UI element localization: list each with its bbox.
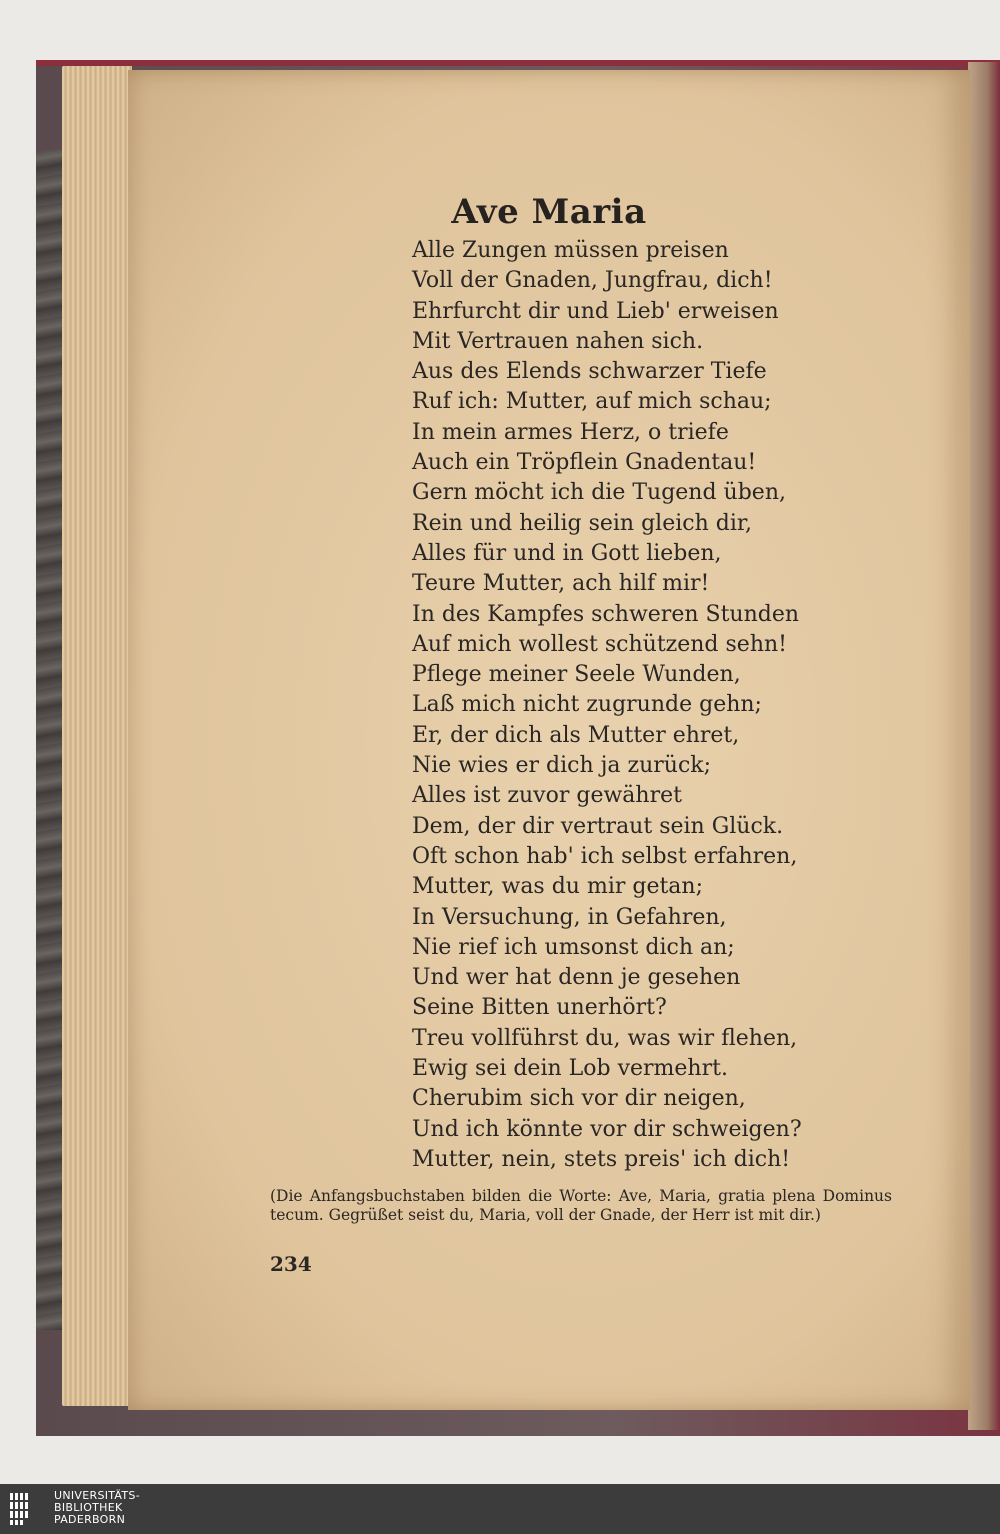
poem-line: Teure Mutter, ach hilf mir!: [412, 571, 710, 597]
poem-line: Voll der Gnaden, Jungfrau, dich!: [412, 268, 773, 294]
poem-line: Und wer hat denn je gesehen: [412, 965, 741, 991]
poem-line: Rein und heilig sein gleich dir,: [412, 510, 752, 536]
poem-line: Mutter, nein, stets preis' ich dich!: [412, 1146, 791, 1172]
poem-line: Gern möcht ich die Tugend üben,: [412, 480, 786, 506]
poem-line: Laß mich nicht zugrunde gehn;: [412, 692, 762, 718]
library-footer: [0, 1484, 1000, 1534]
poem-line: Pflege meiner Seele Wunden,: [412, 662, 741, 688]
poem-line: Mit Vertrauen nahen sich.: [412, 328, 704, 354]
marbled-cover-edge: [36, 150, 62, 1330]
footnote: (Die Anfangsbuchstaben bilden die Worte: Ave, Maria, gratia plena Dominus tecum. Gegrüßet seist du, Maria, voll der Gnade, der Herr ist mit dir.): [270, 1187, 892, 1224]
library-name: [54, 1490, 140, 1526]
book-page: [128, 70, 970, 1410]
library-logo-icon: [8, 1491, 46, 1527]
poem-line: In des Kampfes schweren Stunden: [412, 601, 800, 627]
poem-line: Ehrfurcht dir und Lieb' erweisen: [412, 298, 779, 324]
library-name-line: PADERBORN: [54, 1513, 126, 1526]
poem-line: Auf mich wollest schützend sehn!: [412, 631, 787, 657]
poem-line: Alle Zungen müssen preisen: [412, 238, 729, 263]
poem-line: Cherubim sich vor dir neigen,: [412, 1086, 746, 1112]
library-name-line: UNIVERSITÄTS-: [54, 1489, 140, 1502]
right-binding-edge: [968, 62, 1000, 1430]
poem-line: Ewig sei dein Lob vermehrt.: [412, 1056, 728, 1082]
page-number: 234: [270, 1252, 312, 1276]
poem-line: Er, der dich als Mutter ehret,: [412, 722, 740, 748]
poem-line: Auch ein Tröpflein Gnadentau!: [412, 450, 757, 476]
poem-title: Ave Maria: [451, 192, 647, 232]
poem-line: Nie rief ich umsonst dich an;: [412, 934, 735, 960]
poem-lines: [412, 236, 802, 1175]
poem-line: In Versuchung, in Gefahren,: [412, 904, 727, 930]
poem-line: Aus des Elends schwarzer Tiefe: [412, 359, 767, 385]
poem-line: Treu vollführst du, was wir flehen,: [412, 1025, 798, 1051]
poem-line: Nie wies er dich ja zurück;: [412, 753, 712, 779]
page-edges: [62, 66, 132, 1406]
poem-line: In mein armes Herz, o triefe: [412, 419, 729, 445]
poem-line: Und ich könnte vor dir schweigen?: [412, 1116, 802, 1142]
poem-line: Seine Bitten unerhört?: [412, 995, 667, 1021]
poem-line: Oft schon hab' ich selbst erfahren,: [412, 843, 798, 869]
poem-line: Mutter, was du mir getan;: [412, 874, 704, 900]
poem-line: Alles ist zuvor gewähret: [412, 783, 682, 809]
poem-line: Dem, der dir vertraut sein Glück.: [412, 813, 784, 839]
library-name-line: BIBLIOTHEK: [54, 1501, 123, 1514]
poem-line: Ruf ich: Mutter, auf mich schau;: [412, 389, 772, 415]
poem-line: Alles für und in Gott lieben,: [412, 540, 722, 566]
